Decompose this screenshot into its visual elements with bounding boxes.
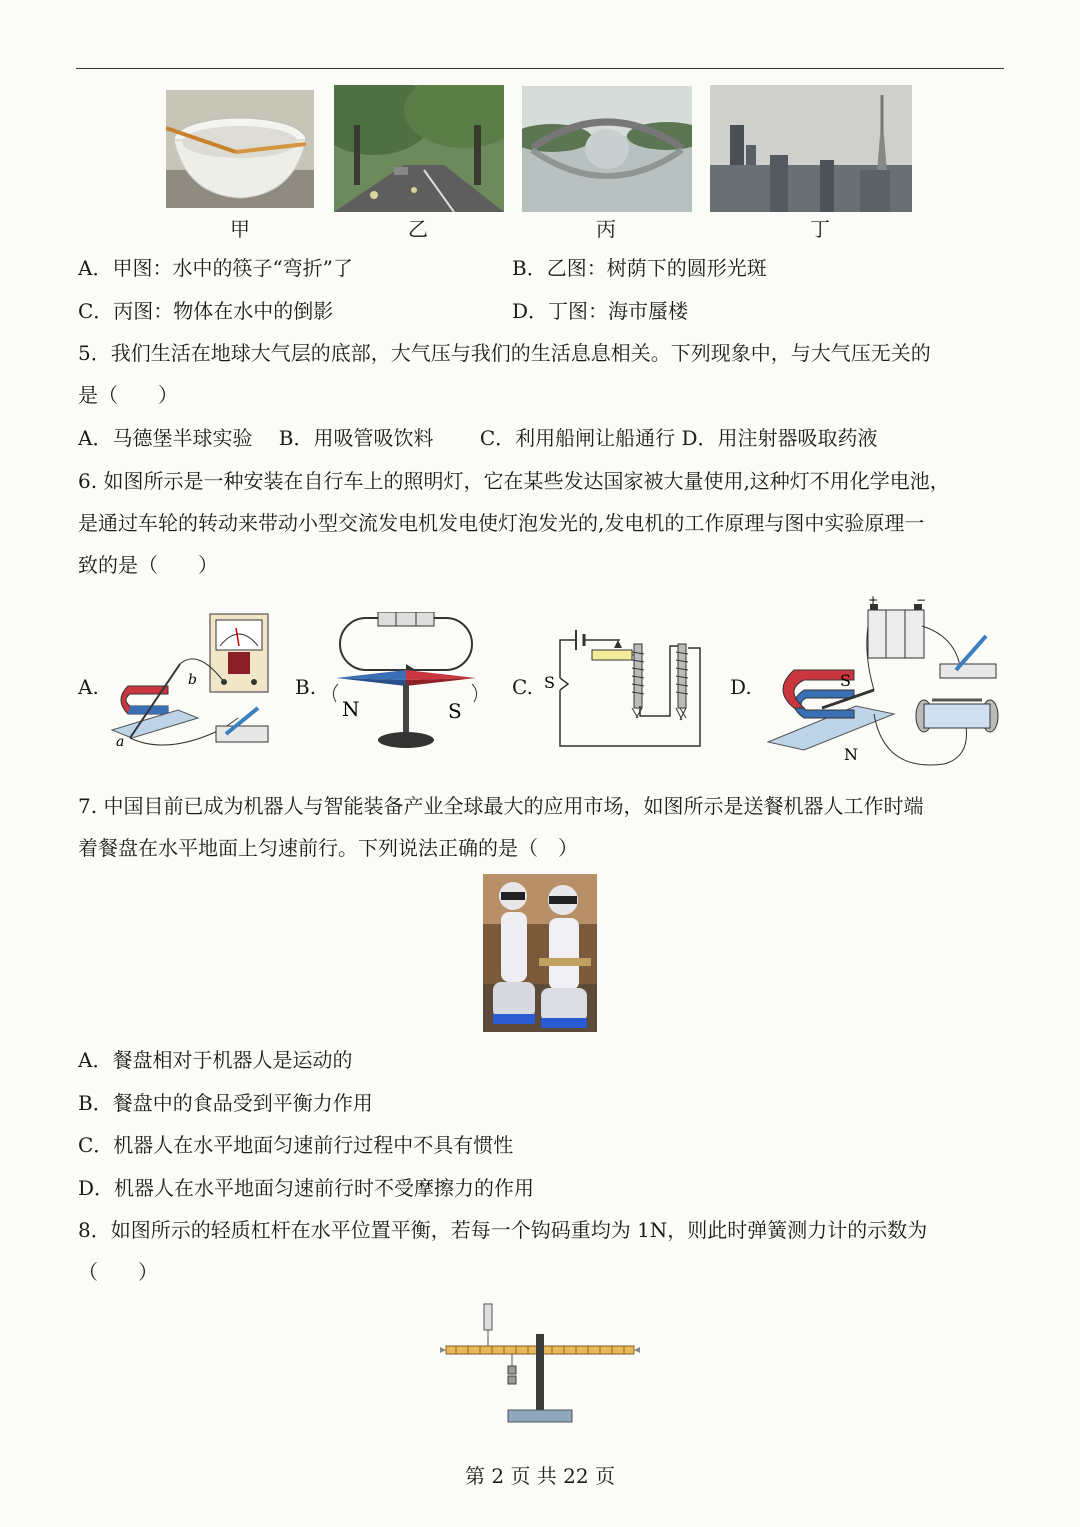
- photo-ding-mirage-city: [710, 85, 912, 212]
- q7-option-d: D．机器人在水平地面匀速前行时不受摩擦力的作用: [78, 1176, 535, 1200]
- fig-c-label-s: S: [544, 673, 555, 692]
- q5-options: A．马德堡半球实验 B．用吸管吸饮料 C．利用船闸让船通行 D．用注射器吸取药液: [78, 426, 878, 450]
- photo-bing-bridge-reflection: [522, 86, 692, 212]
- header-rule: [76, 68, 1004, 69]
- q6-figure-c-electromagnet: [540, 618, 710, 750]
- q4-option-d: D．丁图：海市蜃楼: [512, 299, 689, 323]
- q7-stem-line2: 着餐盘在水平地面上匀速前行。下列说法正确的是（ ）: [78, 836, 578, 860]
- q6-label-a: A.: [78, 675, 99, 699]
- q5-stem-line1: 5．我们生活在地球大气层的底部，大气压与我们的生活息息相关。下列现象中，与大气压无关的: [78, 341, 931, 365]
- q5-stem-line2: 是（ ）: [78, 383, 178, 407]
- fig-d-label-s: S: [840, 671, 851, 690]
- q6-label-d: D.: [730, 675, 752, 699]
- q4-option-a: A．甲图：水中的筷子“弯折”了: [78, 256, 353, 280]
- photo-serving-robots: [483, 874, 597, 1032]
- page-footer: 第 2 页 共 22 页: [465, 1464, 615, 1488]
- q6-figure-a-induction: [108, 608, 278, 753]
- fig-a-label-a: a: [116, 734, 125, 750]
- q6-stem-line1: 6. 如图所示是一种安装在自行车上的照明灯，它在某些发达国家被大量使用,这种灯不用化学电池，: [78, 469, 950, 493]
- q6-stem-line3: 致的是（ ）: [78, 553, 218, 577]
- q6-stem-line2: 是通过车轮的转动来带动小型交流发电机发电使灯泡发光的,发电机的工作原理与图中实验原理一: [78, 511, 925, 535]
- q4-option-b: B．乙图：树荫下的圆形光斑: [512, 256, 767, 280]
- fig-b-label-n: N: [342, 697, 360, 721]
- caption-jia: 甲: [230, 217, 250, 241]
- q6-figure-d-motor: [764, 596, 1004, 772]
- q7-option-b: B．餐盘中的食品受到平衡力作用: [78, 1091, 373, 1115]
- photo-yi-tree-road: [334, 85, 504, 212]
- q7-stem-line1: 7. 中国目前已成为机器人与智能装备产业全球最大的应用市场，如图所示是送餐机器人工作时端: [78, 794, 924, 818]
- fig-d-label-plus: +: [868, 596, 879, 607]
- q8-stem-line2: （ ）: [78, 1260, 158, 1284]
- q8-stem-line1: 8．如图所示的轻质杠杆在水平位置平衡，若每一个钩码重均为 1N，则此时弹簧测力计的示数为: [78, 1218, 928, 1242]
- q8-figure-lever: [440, 1300, 640, 1426]
- caption-bing: 丙: [596, 217, 616, 241]
- caption-yi: 乙: [408, 217, 428, 241]
- photo-jia-chopsticks-bowl: [166, 90, 314, 208]
- fig-d-label-n: N: [844, 745, 858, 764]
- q6-label-b: B.: [295, 675, 317, 699]
- q6-figure-b-oersted: [326, 612, 486, 752]
- fig-d-label-minus: −: [916, 596, 927, 607]
- fig-b-label-s: S: [448, 699, 462, 723]
- q4-option-c: C．丙图：物体在水中的倒影: [78, 299, 334, 323]
- fig-a-label-b: b: [188, 672, 197, 688]
- q7-option-a: A．餐盘相对于机器人是运动的: [78, 1048, 353, 1072]
- q6-label-c: C.: [512, 675, 533, 699]
- caption-ding: 丁: [810, 217, 830, 241]
- q7-option-c: C．机器人在水平地面匀速前行过程中不具有惯性: [78, 1133, 514, 1157]
